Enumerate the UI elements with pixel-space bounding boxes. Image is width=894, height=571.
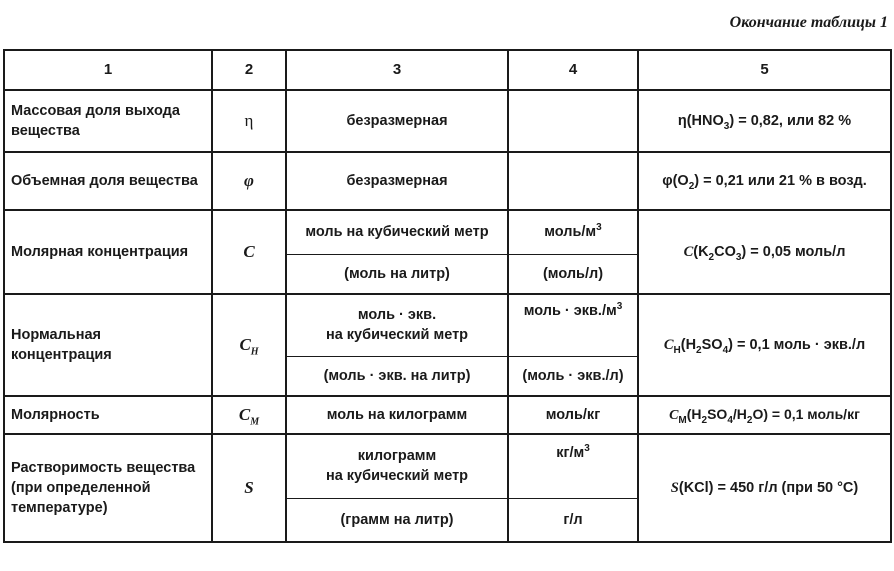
unit-symbol: [508, 90, 638, 152]
header-row: [4, 50, 891, 90]
example-formula: $\eta(HNO_3) = 0,82$, или 82 %: [638, 90, 891, 152]
quantity-name: Молярная концентрация: [4, 210, 212, 294]
table-row-molar: [4, 210, 891, 254]
header-col-1: 1: [4, 50, 212, 90]
table-row-molality: [4, 396, 891, 434]
table-caption: Окончание таблицы 1: [729, 14, 888, 31]
table-row-solubility: [4, 434, 891, 498]
unit-symbol: моль/$м^3$: [508, 210, 638, 254]
unit-name: моль · экв. на кубический метр: [286, 294, 508, 356]
header-col-3: 3: [286, 50, 508, 90]
quantity-symbol: η: [212, 90, 286, 152]
unit-name-alt: (моль на литр): [286, 254, 508, 294]
table-row-normal: [4, 294, 891, 356]
unit-name-alt: (грамм на литр): [286, 498, 508, 542]
unit-symbol: моль · $экв./м^3$: [508, 294, 638, 356]
quantity-symbol: $C_H$: [212, 294, 286, 396]
unit-name-alt: (моль · экв. на литр): [286, 356, 508, 396]
unit-name: безразмерная: [286, 152, 508, 210]
header-col-2: 2: [212, 50, 286, 90]
quantity-symbol: $C_M$: [212, 396, 286, 434]
unit-symbol: [508, 152, 638, 210]
unit-name: килограмм на кубический метр: [286, 434, 508, 498]
unit-name: моль на килограмм: [286, 396, 508, 434]
unit-symbol-alt: (моль · экв./л): [508, 356, 638, 396]
quantity-name: Растворимость вещества (при определенной температуре): [4, 434, 212, 542]
quantity-symbol: S: [212, 434, 286, 542]
header-col-5: 5: [638, 50, 891, 90]
table-row-yield: [4, 90, 891, 152]
header-col-4: 4: [508, 50, 638, 90]
unit-symbol-alt: (моль/л): [508, 254, 638, 294]
quantity-symbol: C: [212, 210, 286, 294]
quantity-name: Моляpность: [4, 396, 212, 434]
example-formula: $C(K_2CO_3) = 0,05$ моль/л: [638, 210, 891, 294]
quantity-name: Массовая доля выхода вещества: [4, 90, 212, 152]
unit-symbol-alt: г/л: [508, 498, 638, 542]
example-formula: $C_H(H_2SO_4) = 0,1$ моль · экв./л: [638, 294, 891, 396]
units-table: [3, 49, 892, 543]
example-formula: $\varphi(O_2) = 0,21$ или 21 % в возд.: [638, 152, 891, 210]
table-row-volume-fraction: [4, 152, 891, 210]
quantity-name: Объемная доля вещества: [4, 152, 212, 210]
unit-name: моль на кубический метр: [286, 210, 508, 254]
example-formula: $C_M(H_2SO_4/H_2O) = 0,1$ моль/кг: [638, 396, 891, 434]
unit-symbol: $кг/м^3$: [508, 434, 638, 498]
quantity-symbol: φ: [212, 152, 286, 210]
unit-symbol: моль/кг: [508, 396, 638, 434]
example-formula: S(KCl) = 450 г/л (при 50 °C): [638, 434, 891, 542]
unit-name: безразмерная: [286, 90, 508, 152]
quantity-name: Нормальная концентрация: [4, 294, 212, 396]
